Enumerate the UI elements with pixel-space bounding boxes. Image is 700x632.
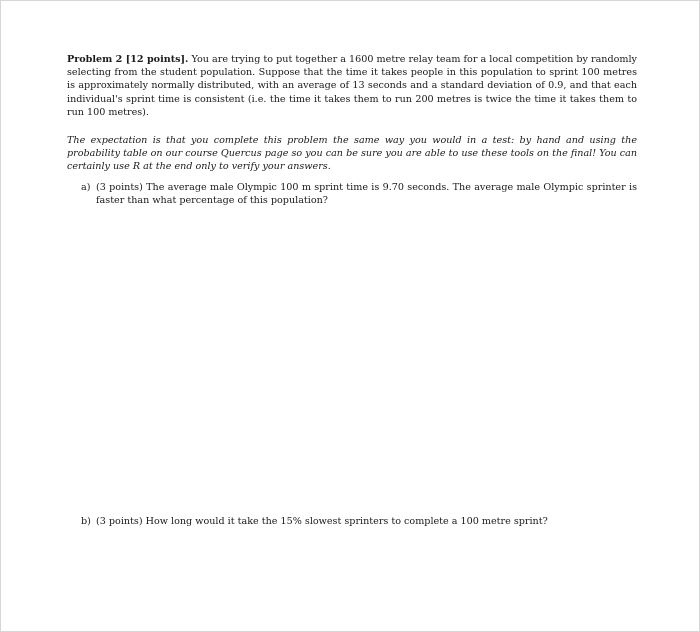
problem-statement: [67, 53, 637, 119]
problem-text: You are trying to put together a 1600 metre relay team for a local competition by randomly selecting from the student population. Suppose that the time it takes people in this population to sprint 100 metres is approximately normally distributed, with an average of 13 seconds and a standard deviation of 0.9, and that each individual's sprint time is consistent (i.e. the time it takes them to run 200 metres is twice the time it takes them to run 100 metres).: [67, 54, 637, 118]
part-a-marker: a): [81, 182, 91, 193]
question-part-a: [81, 181, 637, 207]
part-b-text: (3 points) How long would it take the 15% slowest sprinters to complete a 100 metre sprint?: [96, 516, 548, 527]
part-b-marker: b): [81, 516, 91, 527]
instructions-note: The expectation is that you complete this problem the same way you would in a test: by hand and using the probability table on our course Quercus page so you can be sure you are able to use these tools on the final! You can certainly use R at the end only to verify your answers.: [67, 135, 637, 173]
question-part-b: [81, 515, 637, 528]
problem-heading: Problem 2 [12 points].: [67, 54, 189, 65]
part-a-text: (3 points) The average male Olympic 100 m sprint time is 9.70 seconds. The average male Olympic sprinter is faster than what percentage of this population?: [96, 182, 637, 207]
